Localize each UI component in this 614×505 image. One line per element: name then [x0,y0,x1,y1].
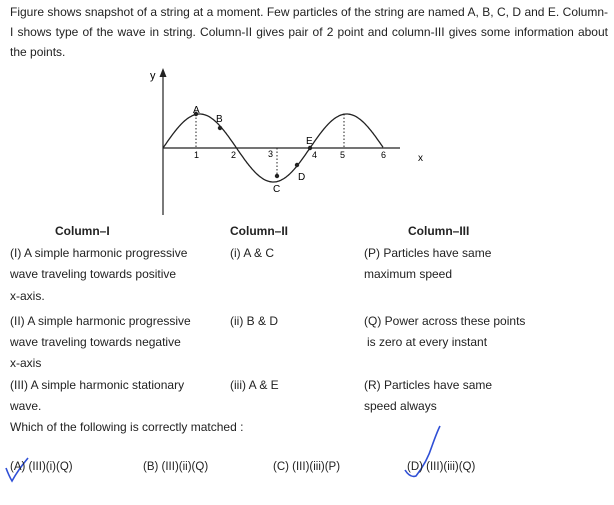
col1-item-1-line-2: wave traveling towards positive [10,267,177,281]
column-iii-header: Column–III [408,224,470,238]
col3-item-1-line-1: (P) Particles have same [364,246,492,260]
col3-item-3-line-2: speed always [364,399,437,413]
option-c[interactable]: (C) (III)(iii)(P) [273,461,341,473]
point-b-dot [218,126,222,130]
column-i-header: Column–I [55,224,110,238]
col1-item-3-line-2: wave. [10,399,42,413]
y-axis-label: y [150,70,156,82]
option-b[interactable]: (B) (III)(ii)(Q) [143,461,209,473]
point-d-label: D [298,172,306,183]
point-c-label: C [273,184,281,195]
col3-item-1-line-2: maximum speed [364,267,453,281]
col3-item-3-line-1: (R) Particles have same [364,378,493,392]
tick-label: 4 [312,150,318,160]
point-d-dot [295,163,299,167]
col1-item-2-line-3: x-axis [10,356,42,370]
col1-item-2-line-1: (II) A simple harmonic progressive [10,314,191,328]
question-intro: Figure shows snapshot of a string at a moment. Few particles of the string are named A, B, C, D and E. Column-I shows type of the wave in string. Column-II gives pair of 2 point and column-III gives some information about the points. [10,5,608,59]
col2-item-1: (i) A & C [230,246,275,260]
point-e-label: E [306,136,313,147]
point-b-label: B [216,114,223,125]
x-axis-label: x [418,153,423,164]
question-prompt: Which of the following is correctly matched : [10,420,244,434]
tick-label: 1 [194,150,200,160]
tick-label: 2 [231,150,237,160]
option-d[interactable]: (D) (III)(iii)(Q) [407,461,476,473]
col1-item-2-line-2: wave traveling towards negative [10,335,181,349]
col2-item-2: (ii) B & D [230,314,278,328]
col1-item-3-line-1: (III) A simple harmonic stationary [10,378,185,392]
point-c-dot [275,174,279,178]
col3-item-2-line-2: is zero at every instant [367,335,488,349]
y-axis-arrow [160,68,167,77]
tick-label: 6 [381,150,387,160]
tick-label: 3 [268,149,274,159]
option-a[interactable]: (A) (III)(i)(Q) [10,461,73,473]
point-a-label: A [193,105,200,116]
col2-item-3: (iii) A & E [230,378,279,392]
col3-item-2-line-1: (Q) Power across these points [364,314,526,328]
col1-item-1-line-1: (I) A simple harmonic progressive [10,246,188,260]
column-ii-header: Column–II [230,224,289,238]
col1-item-1-line-3: x-axis. [10,289,45,303]
tick-label: 5 [340,150,346,160]
